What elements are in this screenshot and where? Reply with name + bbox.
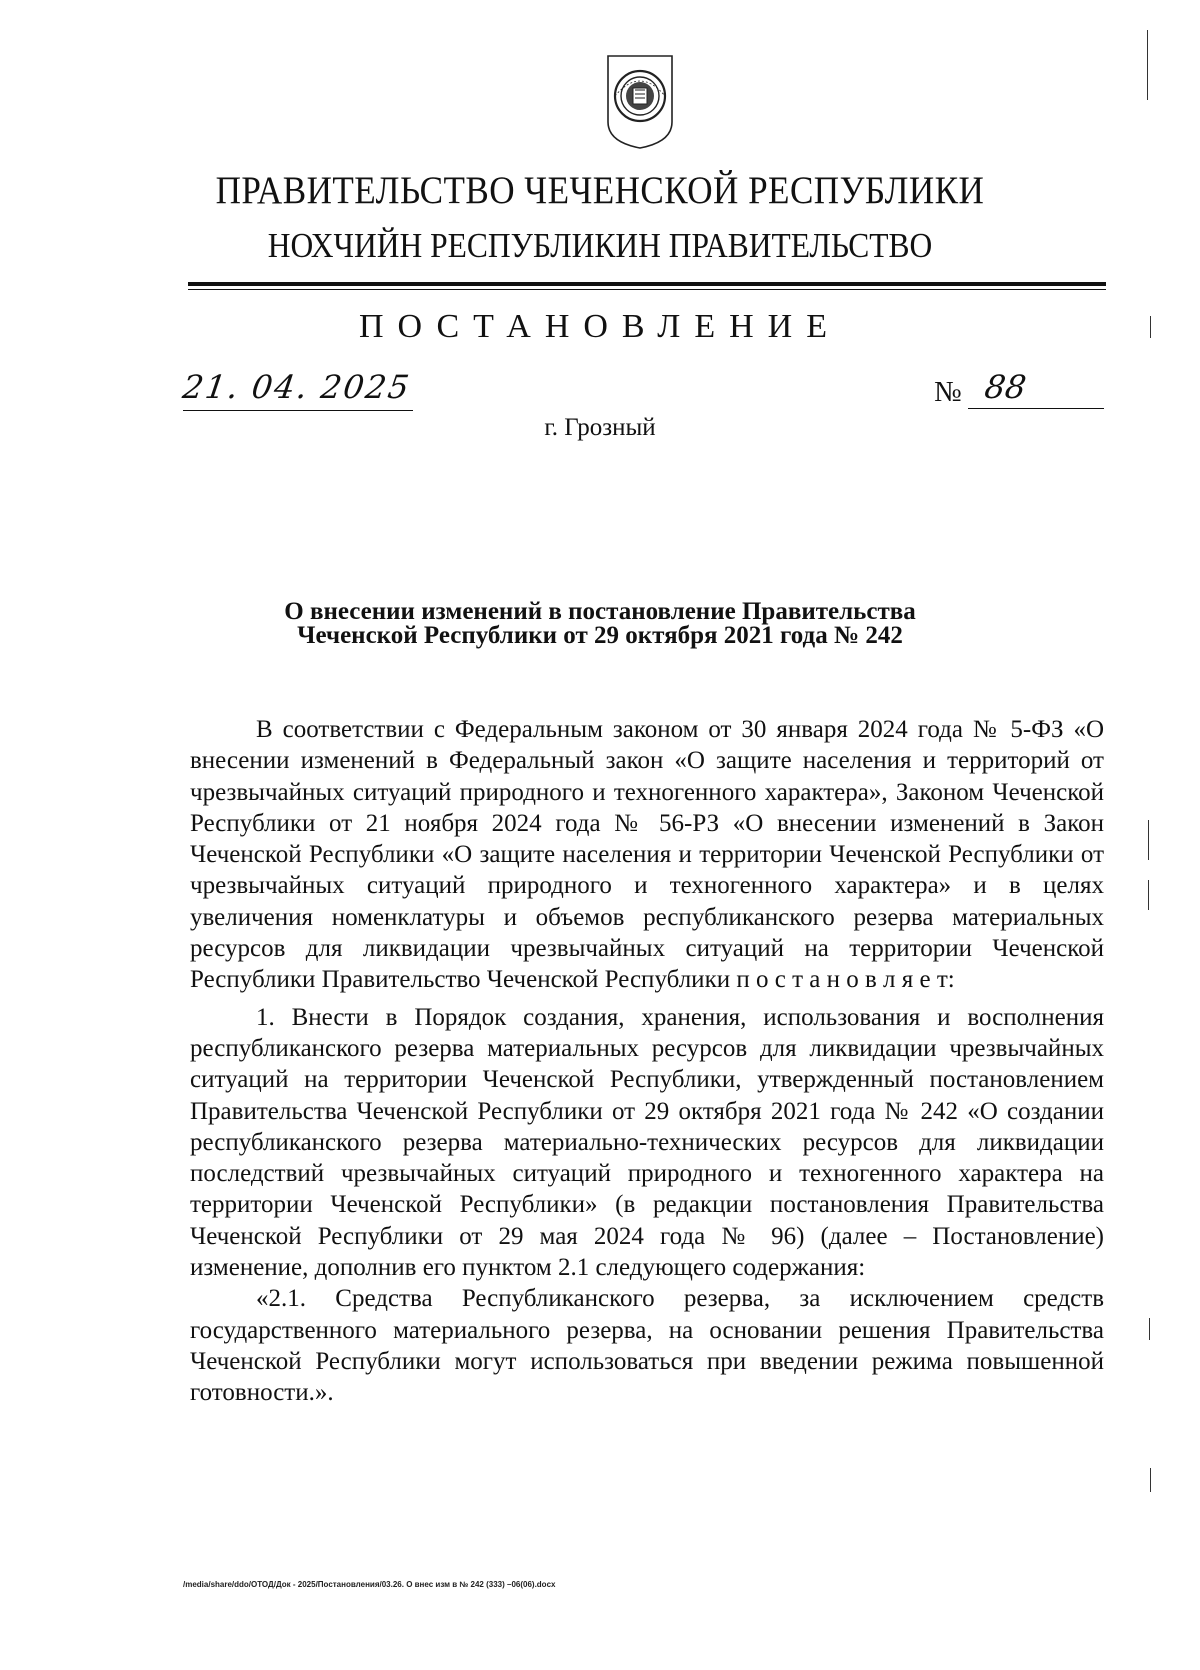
document-title xyxy=(0,600,1200,648)
header-divider-thick xyxy=(188,282,1106,286)
number-underline xyxy=(968,408,1104,409)
scan-margin-mark xyxy=(1150,1468,1151,1492)
title-line-1: О внесении изменений в постановление Правительства xyxy=(284,598,916,625)
document-date: 21. 04. 2025 xyxy=(180,368,414,406)
government-name-russian: ПРАВИТЕЛЬСТВО ЧЕЧЕНСКОЙ РЕСПУБЛИКИ xyxy=(215,169,985,212)
city: г. Грозный xyxy=(544,414,656,441)
scan-margin-mark xyxy=(1149,1318,1150,1340)
coat-of-arms-emblem xyxy=(605,52,675,150)
title-line-2: Чеченской Республики от 29 октября 2021 года № 242 xyxy=(297,622,903,649)
document-type: ПОСТАНОВЛЕНИЕ xyxy=(358,308,842,345)
resolves-word: п о с т а н о в л я е т: xyxy=(736,966,955,994)
clause-1-paragraph: 1. Внести в Порядок создания, хранения, использования и восполнения республиканского резерва материальных ресурсов для ликвидации чрезвычайных ситуаций на территории Чеченской Республики, утвержденный постановлением Правительства Чеченской Республики от 29 октября 2021 года № 242 «О создании республиканского резерва материально-технических ресурсов для ликвидации последствий чрезвычайных ситуаций природного и техногенного характера на территории Чеченской Республики» (в редакции постановления Правительства Чеченской Республики от 29 мая 2024 года № 96) (далее – Постановление) изменение, дополнив его пунктом 2.1 следующего содержания: xyxy=(190,1003,1104,1282)
document-body xyxy=(190,714,1104,1409)
scan-margin-mark xyxy=(1147,30,1148,100)
document-number: 88 xyxy=(982,368,1029,406)
preamble-text: В соответствии с Федеральным законом от 30 января 2024 года № 5-ФЗ «О внесении изменений в Федеральный закон «О защите населения и территорий от чрезвычайных ситуаций природного и техногенного характера», Законом Чеченской Республики от 21 ноября 2024 года № 56-РЗ «О внесении изменений в Закон Чеченской Республики «О защите населения и территории Чеченской Республики от чрезвычайных ситуаций природного и техногенного характера» и в целях увеличения номенклатуры и объемов республиканского резерва материальных ресурсов для ликвидации чрезвычайных ситуаций на территории Чеченской Республики Правительство Чеченской Республики xyxy=(190,716,1104,994)
clause-2-1-paragraph: «2.1. Средства Республиканского резерва, за исключением средств государственного материального резерва, на основании решения Правительства Чеченской Республики могут использоваться при введении режима повышенной готовности.». xyxy=(190,1285,1104,1407)
header-divider-thin xyxy=(188,289,1106,290)
date-underline xyxy=(183,410,413,411)
number-label: № xyxy=(934,376,962,408)
scan-margin-mark xyxy=(1150,316,1151,338)
scan-margin-mark xyxy=(1148,880,1149,910)
scan-margin-mark xyxy=(1148,820,1149,860)
preamble-paragraph xyxy=(190,714,1104,996)
file-path-footer: /media/share/ddo/ОТОД/Док - 2025/Постановления/03.26. О внес изм в № 242 (333) –06(06).docx xyxy=(183,1580,556,1589)
government-name-chechen: НОХЧИЙН РЕСПУБЛИКИН ПРАВИТЕЛЬСТВО xyxy=(267,226,933,265)
